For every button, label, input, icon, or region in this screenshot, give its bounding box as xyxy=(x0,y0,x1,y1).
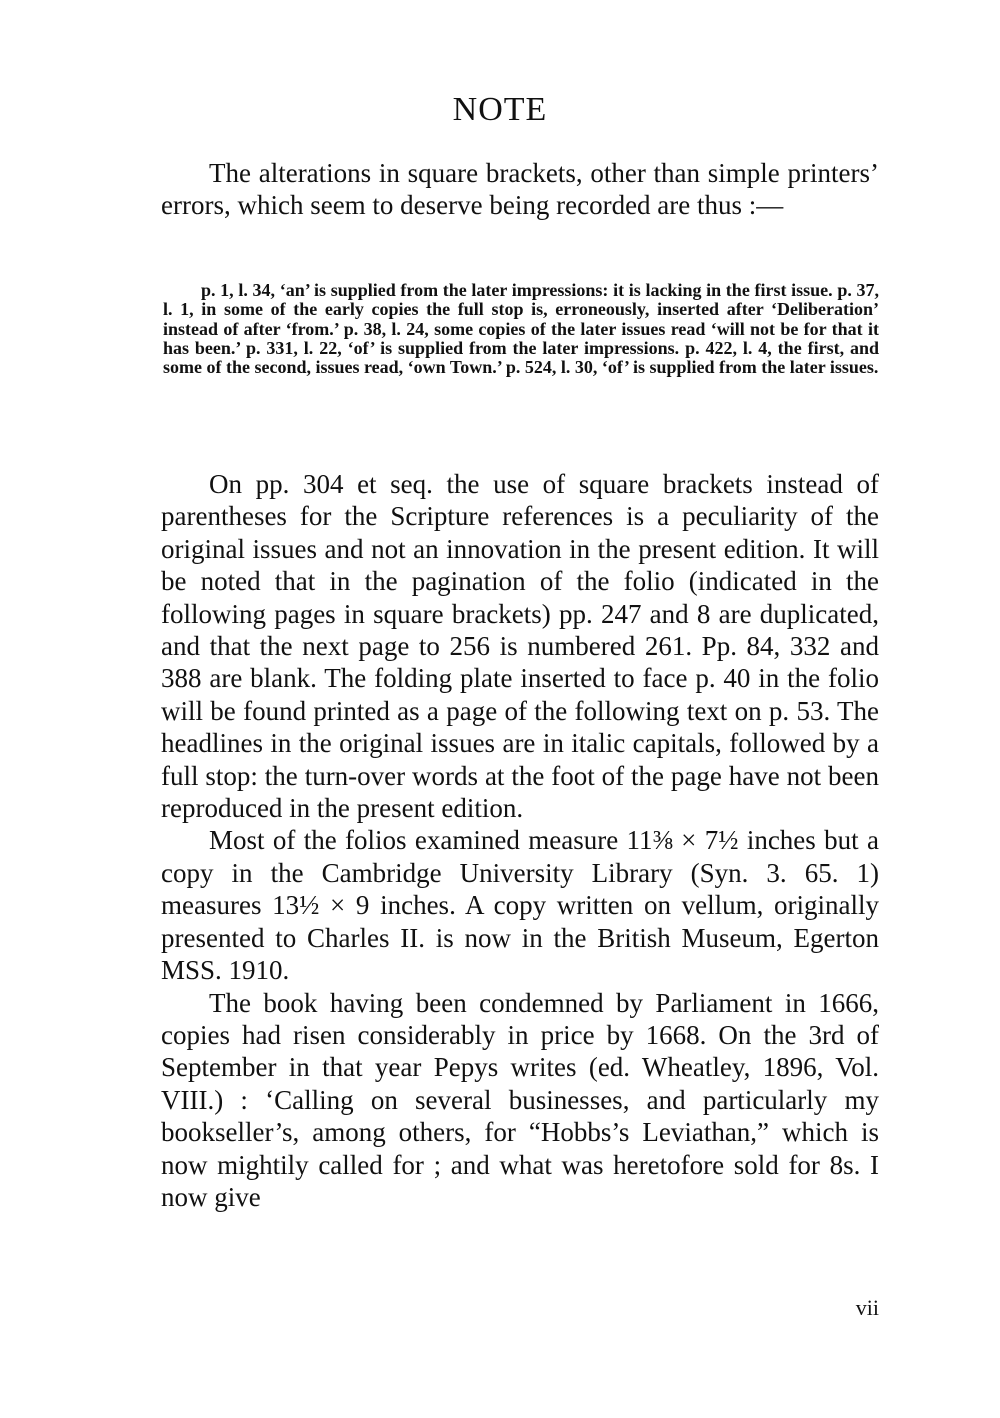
textual-notes xyxy=(163,281,879,377)
textual-notes-text: p. 1, l. 34, ‘an’ is supplied from the later impressions: it is lacking in the first issue. p. 37, l. 1, in some of the early copies the full stop is, erroneously, inserted after ‘Deliberation’ instead of after ‘from.’ p. 38, l. 24, some copies of the later issues read ‘will not be for that it has been.’ p. 331, l. 22, ‘of’ is supplied from the later impressions. p. 422, l. 4, the first, and some of the second, issues read, ‘own Town.’ p. 524, l. 30, ‘of’ is supplied from the later issues. xyxy=(163,280,879,378)
page-number: vii xyxy=(855,1295,879,1320)
paragraph-brackets-pagination: On pp. 304 et seq. the use of square brackets instead of parentheses for the Scripture references is a peculiarity of the original issues and not an innovation in the present edition. It will be noted that in the pagination of the folio (indicated in the following pages in square brackets) pp. 247 and 8 are duplicated, and that the next page to 256 is numbered 261. Pp. 84, 332 and 388 are blank. The folding plate inserted to face p. 40 in the folio will be found printed as a page of the following text on p. 53. The headlines in the original issues are in italic capitals, followed by a full stop: the turn-over words at the foot of the page have not been reproduced in the present edition. xyxy=(161,469,879,824)
page-title: NOTE xyxy=(452,91,548,128)
main-text xyxy=(161,468,879,1213)
paragraph-pepys-quotation: The book having been condemned by Parliament in 1666, copies had risen considerably in price by 1668. On the 3rd of September in that year Pepys writes (ed. Wheatley, 1896, Vol. VIII.) : ‘Calling on several businesses, and particularly my bookseller’s, among others, for “Hobbs’s Leviathan,” which is now mightily called for ; and what was heretofore sold for 8s. I now give xyxy=(161,987,879,1212)
paragraph-folio-measurements: Most of the folios examined measure 11⅜ × 7½ inches but a copy in the Cambridge University Library (Syn. 3. 65. 1) measures 13½ × 9 inches. A copy written on vellum, originally presented to Charles II. is now in the British Museum, Egerton MSS. 1910. xyxy=(161,825,879,986)
intro-paragraph xyxy=(161,157,879,222)
intro-text: The alterations in square brackets, other than simple printers’ errors, which seem to deserve being recorded are thus :— xyxy=(161,158,879,221)
